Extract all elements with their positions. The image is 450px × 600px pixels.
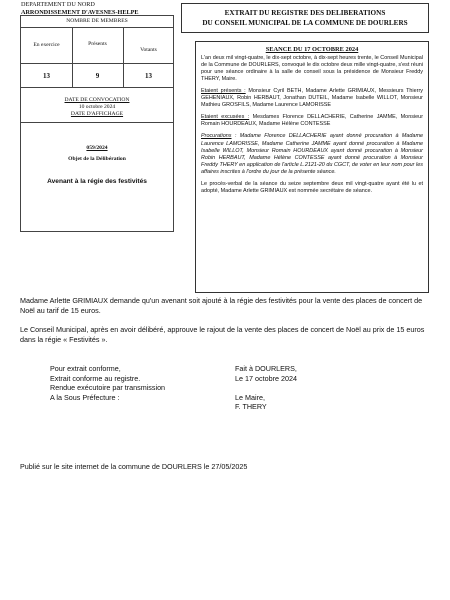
body-paragraph-1: Madame Arlette GRIMIAUX demande qu'un avenant soit ajouté à la régie des festivités pour la vente des places de concert de Noël au tarif de 15 euros. bbox=[20, 296, 423, 315]
seance-intro: L'an deux mil vingt-quatre, le dix-sept octobre, à dix-sept heures trente, le Conseil Municipal de la Commune de DOURLERS, convoqué le dix octobre deux mille vingt-quatre, s'est réuni pour une séance ordinaire à la salle de conseil sous la présidence de Monsieur Freddy THERY, Maire. bbox=[201, 55, 423, 83]
procurations-text: : Madame Florence DELLACHERIE ayant donné procuration à Madame Laurence LAMORISSE, Madame Catherine JAMME ayant donné procuration à Madame Isabelle WILLOT, Monsieur Romain HOURDEAUX ayant donné procuration à Monsieur Robin HERBAUT, Madame Hélène CONTESSE ayant donné procuration à Monsieur Freddy THERY en application de l'article L.2121-20 du CGCT, de voter en leur nom pour les affaires inscrites à l'ordre du jour de la présente séance. bbox=[201, 133, 423, 175]
seance-procurations bbox=[201, 133, 423, 175]
col-divider bbox=[72, 27, 73, 87]
value-votants: 13 bbox=[145, 72, 152, 80]
convocation-label: DATE DE CONVOCATION bbox=[64, 97, 130, 103]
presents-label: Etaient présents : bbox=[201, 88, 246, 95]
register-title-line1: EXTRAIT DU REGISTRE DES DELIBERATIONS bbox=[224, 9, 386, 17]
signature-left bbox=[50, 364, 165, 402]
members-labels-row bbox=[21, 27, 173, 64]
sig-left-line: Extrait conforme au registre. bbox=[50, 373, 141, 383]
affichage-label: DATE D'AFFICHAGE bbox=[70, 111, 124, 117]
sig-right-line: F. THERY bbox=[235, 402, 267, 412]
col-divider bbox=[123, 27, 124, 87]
sig-right-line: Le Maire, bbox=[235, 392, 265, 402]
seance-box bbox=[195, 41, 429, 293]
members-values-row bbox=[21, 63, 173, 88]
arrondissement-label: ARRONDISSEMENT D'AVESNES-HELPE bbox=[21, 8, 139, 16]
sig-left-line: Pour extrait conforme, bbox=[50, 364, 121, 373]
department-header bbox=[21, 1, 174, 16]
sig-left-line: A la Sous Préfecture : bbox=[50, 392, 120, 402]
object-text: Avenant à la régie des festivités bbox=[47, 178, 147, 185]
department-label: DEPARTEMENT DU NORD bbox=[21, 1, 95, 8]
label-exercice: En exercice bbox=[33, 42, 60, 48]
value-presents: 9 bbox=[95, 72, 100, 80]
seance-pv: Le procès-verbal de la séance du seize septembre deux mil vingt-quatre ayant été lu et adopté, Madame Arlette GRIMIAUX est nommée secrétaire de séance. bbox=[201, 180, 423, 194]
sig-right-line: Le 17 octobre 2024 bbox=[235, 373, 297, 383]
members-title: NOMBRE DE MEMBRES bbox=[21, 16, 173, 28]
value-exercice: 13 bbox=[43, 72, 50, 80]
label-votants: Votants bbox=[140, 47, 157, 53]
sig-right-spacer bbox=[235, 383, 297, 393]
signature-right bbox=[235, 364, 297, 412]
procurations-label: Procurations bbox=[201, 133, 232, 140]
object-label: Objet de la Délibération bbox=[68, 156, 126, 162]
dates-section bbox=[21, 87, 173, 123]
excuses-text: Mesdames Florence DELLACHERIE, Catherine JAMME, Monsieur Romain HOURDEAUX, Madame Hélène CONTESSE bbox=[201, 114, 424, 128]
register-title-box bbox=[181, 3, 429, 33]
seance-excuses bbox=[201, 114, 423, 128]
excuses-label: Etaient excusées : bbox=[201, 114, 250, 121]
members-box bbox=[20, 15, 174, 232]
convocation-value: 10 octobre 2024 bbox=[78, 104, 116, 110]
deliberation-number: 059/2024 bbox=[86, 145, 108, 151]
sig-left-line: Rendue exécutoire par transmission bbox=[50, 383, 166, 393]
body-paragraph-2: Le Conseil Municipal, après en avoir délibéré, approuve le rajout de la vente des places de concert de Noël au prix de 15 euros dans la régie « Festivités ». bbox=[20, 325, 425, 344]
sig-right-line: Fait à DOURLERS, bbox=[235, 364, 297, 373]
register-title-line2: DU CONSEIL MUNICIPAL DE LA COMMUNE DE DOURLERS bbox=[202, 18, 408, 27]
seance-title: SEANCE DU 17 OCTOBRE 2024 bbox=[265, 46, 359, 53]
seance-presents bbox=[201, 88, 423, 109]
presents-text: Monsieur Cyril BETH, Madame Arlette GRIMIAUX, Messieurs Thierry GEHENIAUX, Robin HERBAUT, Jonathan DUTEIL, Madame Isabelle WILLOT, Monsieur Mathieu GROSFILS, Madame Laurence LAMORISSE bbox=[201, 88, 423, 109]
publication-note: Publié sur le site internet de la commune de DOURLERS le 27/05/2025 bbox=[20, 462, 248, 471]
label-presents: Présents bbox=[88, 41, 107, 47]
